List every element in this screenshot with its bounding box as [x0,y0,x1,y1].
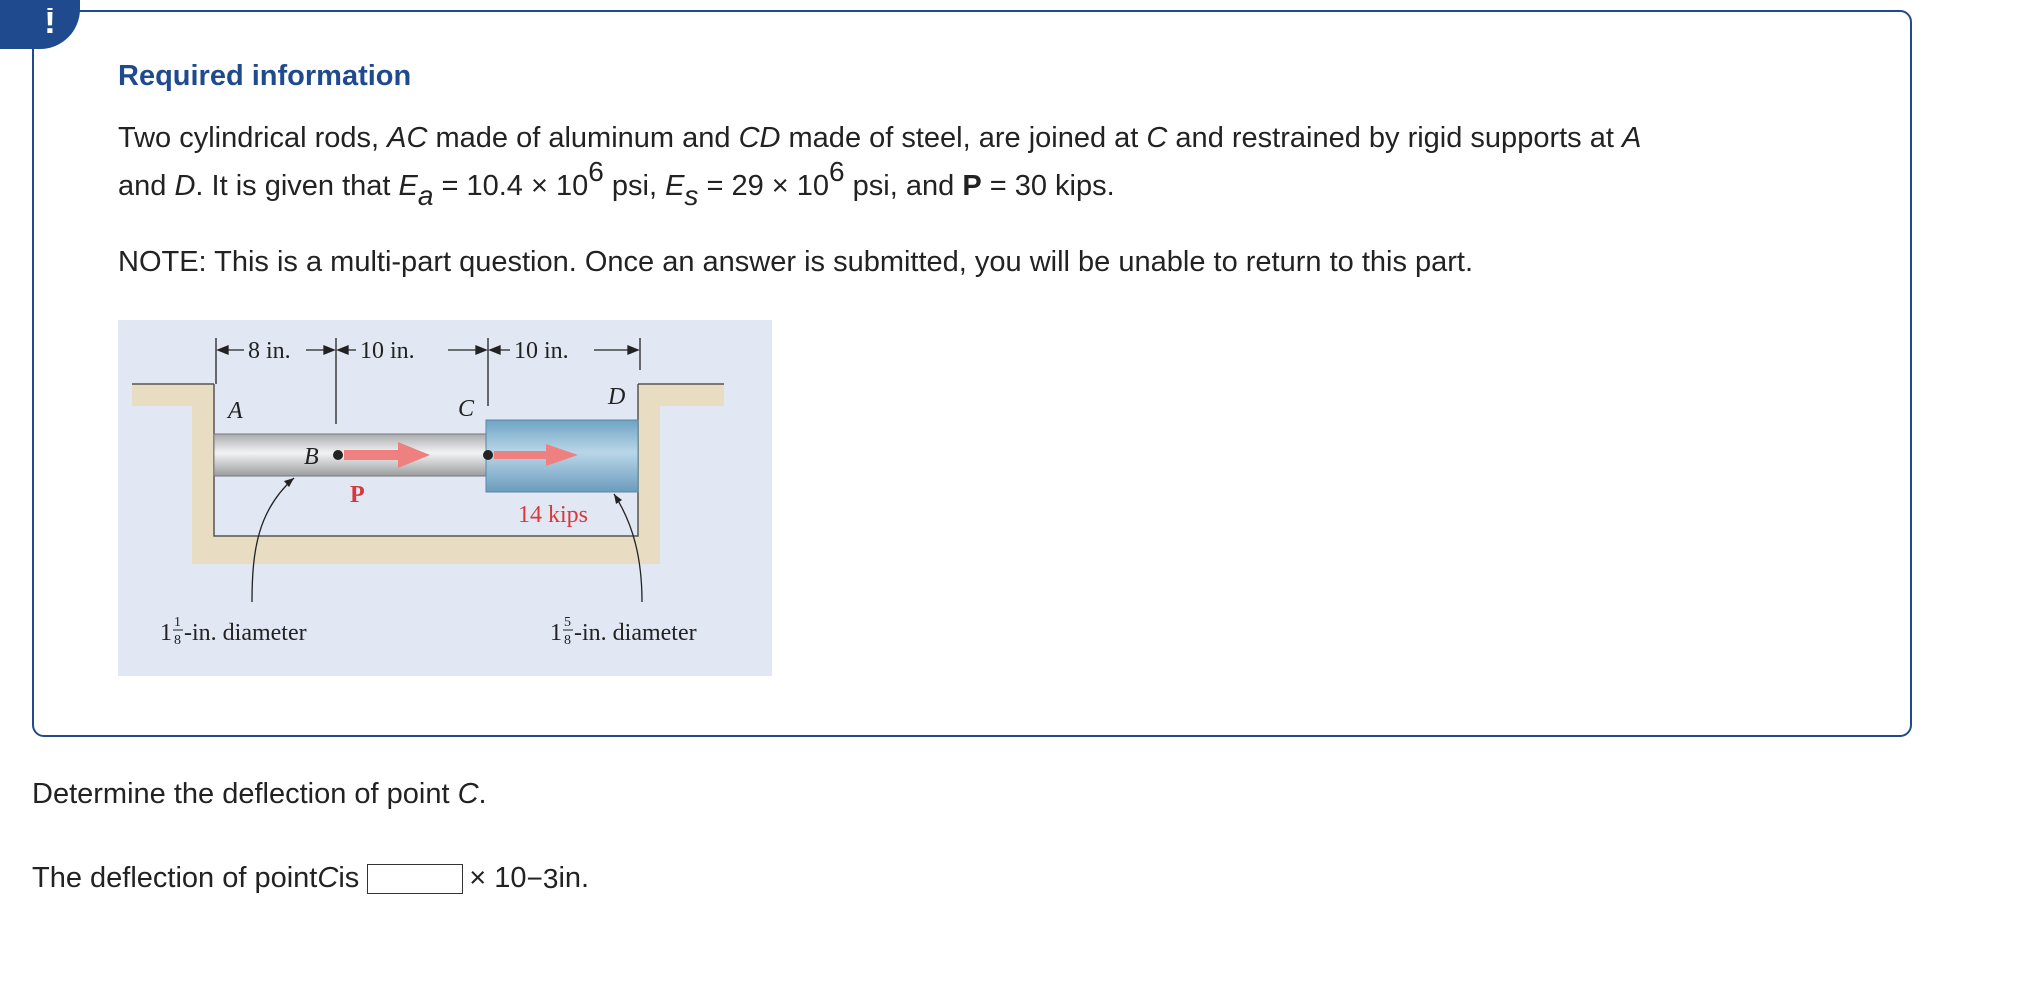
alert-icon: ! [44,0,56,41]
svg-text:1: 1 [160,620,172,646]
label-b: B [304,444,319,470]
answer-prefix: The deflection of point [32,862,318,894]
question-text: Determine the deflection of point C. [32,778,487,810]
dimension-cd: 10 in. [514,338,569,364]
required-information-title: Required information [118,60,412,92]
label-14-kips: 14 kips [518,502,589,528]
problem-statement: Two cylindrical rods, AC made of aluminum and CD made of steel, are joined at C and restrained by rigid supports at A and D. It is given that $E_a = 10.4 \times 10^6$ psi, $E_s = 29 \times 10^6$ psi, and P = 30 kips. [118,122,1642,211]
svg-text:-in. diameter: -in. diameter [184,620,307,646]
answer-line: The deflection of point C is × 10 −3 in. [32,862,590,894]
deflection-answer-input[interactable] [367,864,463,894]
label-d: D [608,384,626,410]
answer-unit: × 10 [469,862,527,894]
point-b [333,450,343,460]
left-diameter-label [160,615,307,648]
dimension-ab: 8 in. [248,338,291,364]
label-p: P [350,482,365,508]
svg-text:8: 8 [174,633,181,648]
label-a: A [228,398,243,424]
dimension-bc: 10 in. [360,338,415,364]
svg-text:1: 1 [174,615,181,630]
multi-part-note: NOTE: This is a multi-part question. Once an answer is submitted, you will be unable to return to this part. [118,246,1474,278]
point-c [483,450,493,460]
svg-text:-in. diameter: -in. diameter [574,620,697,646]
right-diameter-label [550,615,697,648]
rod-figure [118,320,772,676]
label-c: C [458,396,475,422]
svg-text:5: 5 [564,615,571,630]
svg-text:1: 1 [550,620,562,646]
svg-text:8: 8 [564,633,571,648]
